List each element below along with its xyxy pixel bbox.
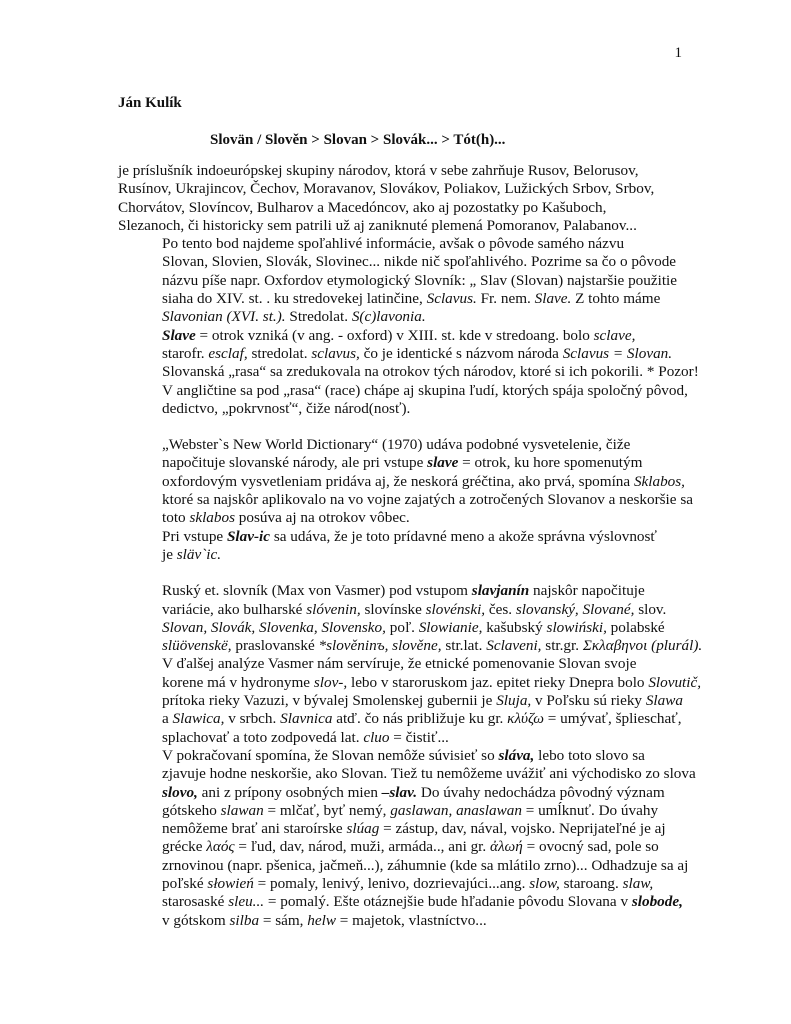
text-run: je príslušník indoeurópskej skupiny národov, ktorá v sebe zahrňuje Rusov, Belorusov, bbox=[118, 162, 639, 179]
text-run: = otrok vzniká (v ang. - oxford) v XIII. st. kde v stredoang. bolo bbox=[195, 326, 594, 344]
bold-italic-term: Slave bbox=[162, 326, 196, 344]
text-line bbox=[118, 491, 693, 509]
text-run: = ovocný sad, pole so bbox=[522, 838, 659, 856]
italic-term: gaslawan, anaslawan bbox=[390, 801, 522, 819]
text-line bbox=[118, 235, 678, 253]
italic-term: släv`ic. bbox=[176, 545, 222, 563]
italic-term: slovénski, bbox=[425, 600, 486, 618]
text-line bbox=[118, 601, 678, 619]
body-text bbox=[118, 162, 703, 930]
text-line bbox=[118, 381, 688, 400]
italic-term: slóvenin, bbox=[306, 600, 361, 618]
text-line bbox=[118, 180, 678, 198]
text-run: Slovan, Slovien, Slovák, Slovinec... nikde nič spoľahlivého. Pozrime sa čo o pôvode bbox=[162, 253, 677, 271]
italic-term: slüövenskë, bbox=[162, 637, 232, 655]
text-run: v Poľsku sú rieky bbox=[531, 692, 646, 710]
text-run: čes. bbox=[485, 600, 516, 618]
italic-term: ἀλωή bbox=[490, 838, 523, 856]
text-line bbox=[118, 400, 678, 418]
text-run: v gótskom bbox=[162, 911, 230, 929]
text-run: slovínske bbox=[360, 600, 426, 618]
italic-term: Sklabos, bbox=[633, 472, 685, 490]
text-line bbox=[118, 637, 703, 655]
text-run: polabské bbox=[606, 618, 665, 636]
text-run: = umĺknuť. Do úvahy bbox=[521, 801, 659, 819]
text-line bbox=[118, 619, 678, 637]
paragraph bbox=[118, 528, 678, 565]
document-title: Slovän / Slověn > Slovan > Slovák... > Tót(h)... bbox=[210, 132, 506, 148]
italic-term: słowień bbox=[207, 874, 254, 892]
italic-term: sklabos bbox=[189, 509, 235, 527]
text-run: je bbox=[162, 545, 177, 563]
italic-term: Sclavus. bbox=[426, 290, 477, 308]
bold-italic-term: –slav. bbox=[381, 783, 418, 801]
text-run: sa udáva, že je toto prídavné meno a akože správna výslovnosť bbox=[270, 527, 657, 545]
bold-italic-term: slobode, bbox=[631, 893, 683, 911]
text-line bbox=[118, 217, 678, 235]
text-line bbox=[118, 454, 678, 472]
italic-term: slúag bbox=[346, 820, 380, 838]
text-run: gótskeho bbox=[162, 801, 221, 819]
text-line bbox=[118, 912, 678, 930]
bold-italic-term: sláva, bbox=[498, 746, 535, 764]
text-run: lebo v staroruskom jaz. epitet rieky Dnepra bolo bbox=[347, 673, 649, 691]
text-run: korene má v hydronyme bbox=[162, 673, 314, 691]
italic-term: Slowianie, bbox=[418, 618, 483, 636]
text-line bbox=[118, 327, 678, 345]
text-run: starofr. bbox=[162, 344, 209, 362]
text-line bbox=[118, 546, 678, 564]
text-line bbox=[118, 345, 678, 363]
text-run: toto bbox=[162, 509, 190, 527]
text-run: Do úvahy nedochádza pôvodný význam bbox=[417, 783, 665, 801]
text-line bbox=[118, 162, 678, 180]
text-run: poľské bbox=[162, 874, 208, 892]
text-line bbox=[118, 875, 678, 893]
text-line bbox=[118, 290, 678, 308]
text-run: = pomalý. Ešte otáznejšie bude hľadanie pôvodu Slovana v bbox=[264, 893, 632, 911]
text-run: Chorvátov, Slovíncov, Bulharov a Macedóncov, ako aj pozostatky po Kašuboch, bbox=[118, 198, 607, 216]
bold-italic-term: slavjanín bbox=[471, 582, 530, 600]
italic-term: Σκλαβηνοι (plurál). bbox=[582, 637, 703, 655]
italic-term: silba bbox=[229, 911, 260, 929]
text-run: variácie, ako bulharské bbox=[162, 600, 307, 618]
italic-term: Slawica, bbox=[172, 710, 225, 728]
text-run: v srbch. bbox=[224, 710, 281, 728]
text-line bbox=[118, 747, 678, 765]
text-run: staroang. bbox=[559, 874, 623, 892]
text-line bbox=[118, 692, 683, 710]
italic-term: slovanský, Slované, bbox=[515, 600, 635, 618]
text-run: V ďalšej analýze Vasmer nám servíruje, že etnické pomenovanie Slovan svoje bbox=[162, 655, 637, 673]
text-line bbox=[118, 436, 678, 454]
text-line bbox=[118, 509, 678, 527]
text-run: = majetok, vlastníctvo... bbox=[335, 911, 487, 929]
text-line bbox=[118, 308, 678, 326]
text-run: = ľud, dav, národ, muži, armáda.., ani gr. bbox=[234, 838, 490, 856]
italic-term: esclaf, bbox=[208, 344, 248, 362]
paragraph bbox=[118, 326, 699, 418]
paragraph bbox=[118, 746, 696, 930]
bold-italic-term: Slav-ic bbox=[226, 527, 271, 545]
text-line bbox=[118, 472, 685, 491]
text-run: nemôžeme brať ani staroírske bbox=[162, 820, 347, 838]
author-name: Ján Kulík bbox=[118, 95, 182, 111]
text-line bbox=[118, 893, 683, 911]
italic-term: Slavonian (XVI. st.). bbox=[162, 308, 286, 326]
text-run: Z tohto máme bbox=[571, 290, 661, 308]
italic-term: λαός bbox=[206, 838, 235, 856]
paragraph bbox=[118, 235, 678, 326]
text-run: Rusínov, Ukrajincov, Čechov, Moravanov, Slovákov, Poliakov, Lužických Srbov, Srbov, bbox=[118, 180, 655, 198]
italic-term: Slave. bbox=[534, 290, 572, 308]
italic-term: cluo bbox=[363, 728, 390, 746]
text-run: dedictvo, „pokrvnosť“, čiže národ(nosť). bbox=[162, 399, 411, 417]
italic-term: Sclavus = Slovan. bbox=[562, 344, 673, 362]
text-line bbox=[118, 655, 678, 673]
italic-term: slowiński, bbox=[546, 618, 607, 636]
paragraph-gap bbox=[118, 418, 678, 436]
italic-term: slaw, bbox=[622, 874, 654, 892]
text-line bbox=[118, 802, 678, 820]
paragraph bbox=[118, 655, 702, 746]
text-run: = čistiť... bbox=[389, 728, 449, 746]
text-run: zrnovinou (napr. pšenica, jačmeň...), záhumnie (kde sa mlátilo zrno)... Odhadzuje sa aj bbox=[162, 856, 689, 874]
text-run: siaha do XIV. st. . ku stredovekej latinčine, bbox=[162, 290, 427, 308]
text-line bbox=[118, 820, 678, 838]
text-run: poľ. bbox=[385, 618, 419, 636]
text-run: Ruský et. slovník (Max von Vasmer) pod vstupom bbox=[162, 582, 472, 600]
text-run: Slovanská „rasa“ sa zredukovala na otrokov tých národov, ktoré si ich pokorili. * Pozor! bbox=[162, 363, 699, 381]
text-run: splachovať a toto zodpovedá lat. bbox=[162, 728, 364, 746]
italic-term: Slovutič, bbox=[648, 673, 702, 691]
text-run: ani z prípony osobných mien bbox=[197, 783, 382, 801]
text-run: kašubský bbox=[482, 618, 547, 636]
text-line bbox=[118, 856, 689, 875]
text-run: = otrok, ku hore spomenutým bbox=[458, 454, 643, 472]
italic-term: helw bbox=[307, 911, 336, 929]
text-run: praslovanské bbox=[231, 637, 319, 655]
text-line bbox=[118, 710, 682, 728]
text-run: Slezanoch, či historicky sem patrili už aj zaniknuté plemená Pomoranov, Palabanov... bbox=[118, 216, 637, 234]
text-run: oxfordovým vysvetleniam pridáva aj, že neskorá gréčtina, ako prvá, spomína bbox=[162, 472, 634, 490]
italic-term: S(c)lavonia. bbox=[351, 308, 426, 326]
text-run: najskôr napočituje bbox=[529, 582, 645, 600]
text-run: str.lat. bbox=[441, 637, 487, 655]
italic-term: Slawa bbox=[645, 692, 683, 710]
text-run: a bbox=[162, 710, 173, 728]
text-run: = pomaly, lenivý, lenivo, dozrievajúci...ang. bbox=[253, 874, 530, 892]
text-line bbox=[118, 729, 678, 747]
text-run: = umývať, šplieschať, bbox=[544, 710, 682, 728]
text-line bbox=[118, 199, 678, 217]
italic-term: sclavus, bbox=[311, 344, 360, 362]
text-line bbox=[118, 253, 678, 271]
paragraph bbox=[118, 582, 703, 655]
text-run: str.gr. bbox=[541, 637, 583, 655]
text-run: ktoré sa najskôr aplikovalo na vo vojne zajatých a zotročených Slovanov a neskoršie sa bbox=[162, 491, 693, 509]
text-run: posúva aj na otrokov vôbec. bbox=[235, 509, 410, 527]
italic-term: sclave, bbox=[593, 326, 636, 344]
italic-term: Slovan, Slovák, Slovenka, Slovensko, bbox=[162, 618, 386, 636]
italic-term: κλύζω bbox=[507, 710, 544, 728]
text-run: stredolat. bbox=[247, 344, 312, 362]
text-run: = sám, bbox=[259, 911, 308, 929]
text-line bbox=[118, 272, 678, 290]
italic-term: Sclaveni, bbox=[486, 637, 542, 655]
italic-term: slawan bbox=[220, 801, 264, 819]
text-run: = zástup, dav, nával, vojsko. Neprijateľné je aj bbox=[379, 820, 666, 838]
text-run: prítoka rieky Vazuzi, v bývalej Smolenskej gubernii je bbox=[162, 692, 497, 710]
text-line bbox=[118, 673, 702, 692]
text-run: Pri vstupe bbox=[162, 527, 227, 545]
bold-italic-term: slovo, bbox=[162, 783, 198, 801]
text-run: Po tento bod najdeme spoľahlivé informácie, avšak o pôvode samého názvu bbox=[162, 235, 625, 253]
paragraph-gap bbox=[118, 564, 678, 582]
text-run: zjavuje hodne neskoršie, ako Slovan. Tiež tu nemôžeme uvážiť ani východisko zo slova bbox=[162, 765, 696, 783]
italic-term: slow, bbox=[529, 874, 560, 892]
text-run: Stredolat. bbox=[285, 308, 352, 326]
text-run: = mlčať, byť nemý, bbox=[263, 801, 391, 819]
text-run: „Webster`s New World Dictionary“ (1970) udáva podobné vysvetelenie, čiže bbox=[162, 436, 631, 454]
italic-term: *slověninъ, slověne, bbox=[318, 637, 442, 655]
paragraph bbox=[118, 162, 678, 235]
text-run: názvu píše napr. Oxfordov etymologický Slovník: „ Slav (Slovan) najstaršie použitie bbox=[162, 271, 678, 289]
bold-italic-term: slave bbox=[427, 454, 459, 472]
text-run: V pokračovaní spomína, že Slovan nemôže súvisieť so bbox=[162, 746, 499, 764]
text-run: lebo toto slovo sa bbox=[534, 746, 645, 764]
text-line bbox=[118, 838, 678, 856]
paragraph bbox=[118, 436, 693, 527]
text-run: čo je identické s názvom národa bbox=[359, 344, 563, 362]
text-run: atď. čo nás približuje ku gr. bbox=[332, 710, 508, 728]
text-run: Fr. nem. bbox=[476, 290, 535, 308]
italic-term: Slavnica bbox=[280, 710, 333, 728]
text-line bbox=[118, 528, 678, 546]
text-run: starosaské bbox=[162, 893, 229, 911]
italic-term: sleu... bbox=[228, 893, 265, 911]
text-run: V angličtine sa pod „rasa“ (race) chápe aj skupina ľudí, ktorých spája spoločný pôvod, bbox=[162, 381, 688, 399]
italic-term: slov-, bbox=[313, 673, 348, 691]
text-line bbox=[118, 765, 696, 783]
text-line bbox=[118, 582, 678, 600]
italic-term: Sluja, bbox=[496, 692, 532, 710]
text-line bbox=[118, 784, 678, 802]
page-number: 1 bbox=[674, 45, 682, 61]
text-line bbox=[118, 363, 699, 381]
text-run: grécke bbox=[162, 838, 207, 856]
text-run: napočituje slovanské národy, ale pri vstupe bbox=[162, 454, 428, 472]
text-run: slov. bbox=[634, 600, 667, 618]
